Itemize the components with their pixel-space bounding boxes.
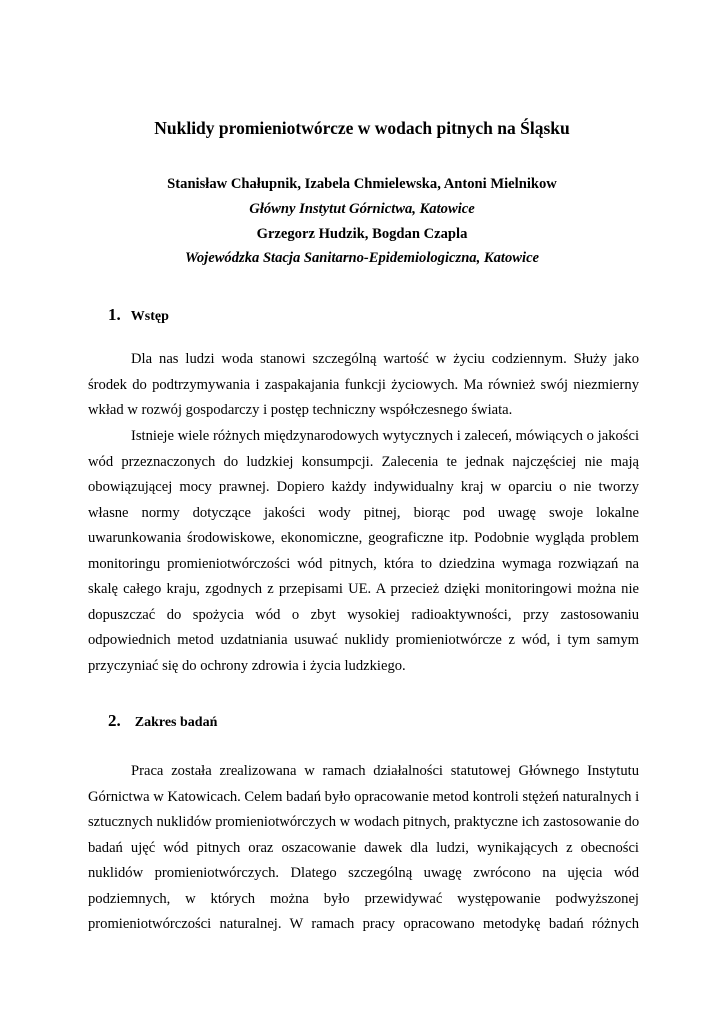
- affiliation-wsse: Wojewódzka Stacja Sanitarno-Epidemiologiczna, Katowice: [184, 250, 540, 266]
- text-line: środek do podtrzymywania i zaspakajania funkcji życiowych. Ma również swój niezmierny: [88, 376, 639, 393]
- text-line: dopuszczać do spożycia wód o zbyt wysokiej radioaktywności, przy zastosowaniu: [88, 606, 639, 623]
- text-line: wód przeznaczonych do ludzkiej konsumpcji. Zalecenia te jednak najczęściej nie mają: [88, 453, 639, 470]
- section-1-number: 1.: [108, 305, 121, 324]
- text-line: podziemnych, w których można było przewidywać występowanie podwyższonej: [88, 890, 639, 907]
- text-line: sztucznych nuklidów promieniotwórczych w wodach pitnych, praktyczne ich zastosowanie do: [88, 814, 639, 830]
- section-2-number: 2.: [108, 711, 121, 730]
- text-line: promieniotwórczości naturalnej. W ramach pracy opracowano metodykę badań różnych: [88, 916, 639, 932]
- authors-wsse: Grzegorz Hudzik, Bogdan Czapla: [256, 226, 468, 242]
- section-1-paragraph-2: [88, 424, 639, 679]
- text-line: przyczyniać się do ochrony zdrowia i życia ludzkiego.: [88, 657, 406, 674]
- text-line: Istnieje wiele różnych międzynarodowych wytycznych i zaleceń, mówiących o jakości: [131, 428, 639, 444]
- section-1-heading: [108, 300, 169, 327]
- section-2-paragraph-1: [88, 759, 639, 938]
- section-2-heading: [108, 706, 217, 733]
- section-1-paragraph-1: [88, 347, 639, 424]
- text-line: nuklidów promieniotwórczych. Dlatego szczególną uwagę zwrócono na ujęcia wód: [88, 865, 639, 881]
- text-line: obowiązującej mocy prawnej. Dopiero każdy indywidualny kraj w oparciu o nie tworzy: [88, 479, 639, 495]
- text-line: Dla nas ludzi woda stanowi szczególną wartość w życiu codziennym. Służy jako: [131, 351, 639, 367]
- affiliation-gig: Główny Instytut Górnictwa, Katowice: [249, 201, 475, 217]
- text-line: badań ujęć wód pitnych oraz oszacowanie dawek dla ludzi, wynikających z obecności: [88, 839, 639, 856]
- section-2-title: Zakres badań: [134, 715, 218, 730]
- text-line: uwarunkowania środowiskowe, ekonomiczne, geograficzne itp. Podobnie wygląda problem: [88, 530, 639, 546]
- text-line: odpowiednich metod uzdatniania usuwać nuklidy promieniotwórcze z wód, i tym samym: [88, 632, 639, 648]
- authors-gig: Stanisław Chałupnik, Izabela Chmielewska, Antoni Mielnikow: [167, 176, 557, 192]
- text-line: wkład w rozwój gospodarczy i postęp techniczny współczesnego świata.: [88, 402, 513, 418]
- paper-title: Nuklidy promieniotwórcze w wodach pitnych na Śląsku: [154, 118, 570, 138]
- text-line: Praca została zrealizowana w ramach działalności statutowej Głównego Instytutu: [131, 763, 639, 779]
- text-line: własne normy dotyczące jakości wody pitnej, biorąc pod uwagę swoje lokalne: [88, 504, 639, 521]
- text-line: monitoringu promieniotwórczości wód pitnych, która to dziedzina wymaga rozwiązań na: [88, 555, 639, 572]
- text-line: skalę całego kraju, zgodnych z przepisami UE. A przecież dzięki monitoringowi można nie: [88, 581, 639, 597]
- section-1-title: Wstęp: [130, 309, 169, 324]
- text-line: Górnictwa w Katowicach. Celem badań było opracowanie metod kontroli stężeń naturalnych i: [88, 788, 639, 805]
